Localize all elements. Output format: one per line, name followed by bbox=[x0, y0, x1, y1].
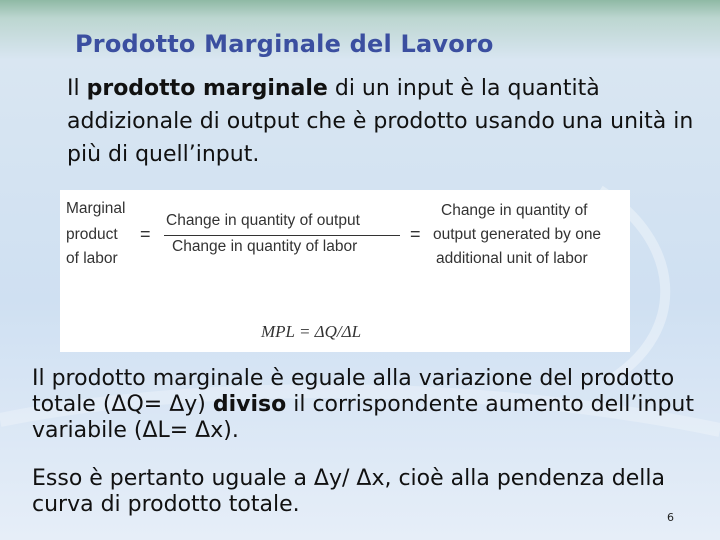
variation-paragraph bbox=[32, 366, 712, 444]
formula-right-line-2: output generated by one bbox=[433, 226, 602, 243]
formula-left-line-2: product bbox=[66, 226, 118, 243]
definition-text-start: Il bbox=[67, 76, 87, 101]
formula-left-line-1: Marginal bbox=[66, 200, 126, 217]
formula-left-line-3: of labor bbox=[66, 250, 118, 267]
variation-text-end: il corrispondente aumento dell’input variabile (ΔL= Δx). bbox=[32, 392, 694, 443]
formula-denominator: Change in quantity of labor bbox=[172, 238, 358, 255]
variation-bold-word: diviso bbox=[212, 392, 287, 417]
slide-title: Prodotto Marginale del Lavoro bbox=[75, 30, 494, 58]
mpl-formula: MPL = ΔQ/ΔL bbox=[261, 322, 362, 341]
page-number: 6 bbox=[667, 511, 674, 524]
formula-numerator: Change in quantity of output bbox=[166, 212, 360, 229]
formula-equals-2: = bbox=[410, 224, 421, 244]
definition-text-end: di un input è la quantità addizionale di output che è prodotto usando una unità in più di quell’input. bbox=[67, 76, 694, 167]
formula-right-line-1: Change in quantity of bbox=[441, 202, 588, 219]
variation-text-start: Il prodotto marginale è eguale alla variazione del prodotto totale (ΔQ= Δy) bbox=[32, 366, 675, 417]
definition-paragraph bbox=[67, 72, 707, 171]
definition-bold-term: prodotto marginale bbox=[86, 76, 328, 101]
formula-right-line-3: additional unit of labor bbox=[436, 250, 588, 267]
slope-paragraph: Esso è pertanto uguale a Δy/ Δx, cioè alla pendenza della curva di prodotto totale. bbox=[32, 466, 665, 517]
formula-image bbox=[60, 190, 630, 352]
formula-equals-1: = bbox=[140, 224, 151, 244]
